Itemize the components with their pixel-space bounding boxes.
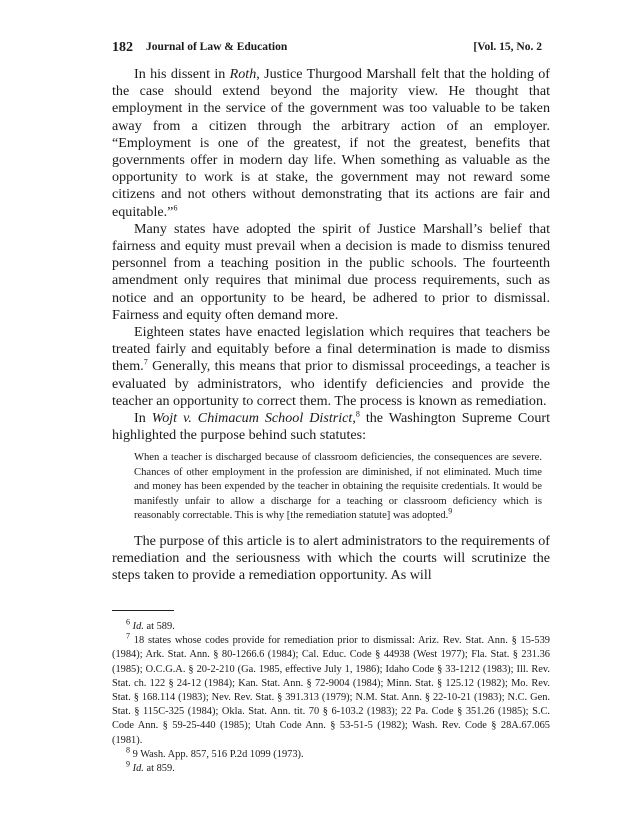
paragraph-marshall-dissent: In his dissent in Roth, Justice Thurgood Marshall felt that the holding of the case should extend beyond the majority view. He thought that employment in the service of the government was too valuable to be taken away from a citizen through the arbitrary action of an employer. “Employment is one of the greatest, if not the greatest, benefits that governments offer in modern day life. When something as valuable as the opportunity to work is at stake, the government may not reward some citizens and not others without demonstrating that its actions are fair and equitable.”$^6$ <box>112 66 550 220</box>
journal-title: Journal of Law & Education <box>146 41 288 53</box>
footnote-9: $^9$ Id. at 859. <box>126 759 175 775</box>
volume-issue: [Vol. 15, No. 2 <box>473 41 542 53</box>
footnote-6: $^6$ Id. at 589. <box>126 617 175 632</box>
paragraph-article-purpose: The purpose of this article is to alert administrators to the requirements of remediation and the seriousness with which the courts will scrutinize the steps taken to provide a remediation opportunity. As will <box>112 532 550 583</box>
article-body <box>112 66 550 584</box>
block-quote: When a teacher is discharged because of classroom deficiencies, the consequences are severe. Chances of other employment in the profession are diminished, if not eliminated. Much time and money has been expended by the teacher in obtaining the requisite credentials. It would be manifestly unfair to allow a discharge for a teaching or classroom deficiency which is reasonably correctable. This is why [the remediation statute] was adopted.$^9$ <box>134 452 542 522</box>
footnote-ref-6: 6 <box>173 202 178 212</box>
footnote-divider <box>112 610 174 611</box>
footnote-ref-7: 7 <box>143 357 148 367</box>
paragraph-eighteen-states: Eighteen states have enacted legislation which requires that teachers be treated fairly and equitably before a final determination is made to dismiss them.$^7$ Generally, this means that prior to dismissal proceedings, a teacher is evaluated by administrators, who identify deficiencies and provide the teacher an opportunity to correct them. The process is known as remediation. <box>112 324 550 409</box>
footnote-ref-8: 8 <box>355 409 360 419</box>
footnotes <box>112 617 550 776</box>
footnote-8: $^8$ 9 Wash. App. 857, 516 P.2d 1099 (1973). <box>126 745 304 760</box>
case-name-wojt: Wojt v. Chimacum School District <box>151 410 353 427</box>
paragraph-fairness-equity: Many states have adopted the spirit of Justice Marshall’s belief that fairness and equity must prevail when a decision is made to dismiss tenured personnel from a teaching position in the public schools. The fourteenth amendment only requires that minimal due process requirements, such as notice and an opportunity to be heard, be adhered to prior to dismissal. Fairness and equity often demand more. <box>112 220 550 323</box>
paragraph-wojt-case: In Wojt v. Chimacum School District,$^8$ the Washington Supreme Court highlighted the purpose behind such statutes: <box>112 409 550 444</box>
running-header <box>112 40 542 58</box>
page-number: 182 <box>112 40 133 55</box>
footnote-ref-9: 9 <box>448 506 453 516</box>
case-name-roth: Roth <box>229 66 257 82</box>
footnote-7: $^7$ 18 states whose codes provide for remediation prior to dismissal: Ariz. Rev. Stat. Ann. § 15-539 (1984); Ark. Stat. Ann. § 80-1266.6 (1984); Cal. Educ. Code § 44938 (West 1977); Fla. Stat. § 231.36 (1985); O.C.G.A. § 20-2-210 (Ga. 1985, effective July 1, 1986); Idaho Code § 33-1212 (1983); Ill. Rev. Stat. ch. 122 § 24-12 (1984); Kan. Stat. Ann. § 72-9004 (1984); Minn. Stat. § 125.12 (1982); Mo. Rev. Stat. § 168.114 (1983); Nev. Rev. Stat. § 391.313 (1979); N.M. Stat. Ann. § 22-10-21 (1983); N.C. Gen. Stat. § 115C-325 (1984); Okla. Stat. Ann. tit. 70 § 6-103.2 (1983); 22 Pa. Code § 351.26 (1985); S.C. Code Ann. § 59-25-440 (1985); Utah Code Ann. § 53-51-5 (1982); Wash. Rev. Code § 28A.67.065 (1981). <box>112 631 550 746</box>
